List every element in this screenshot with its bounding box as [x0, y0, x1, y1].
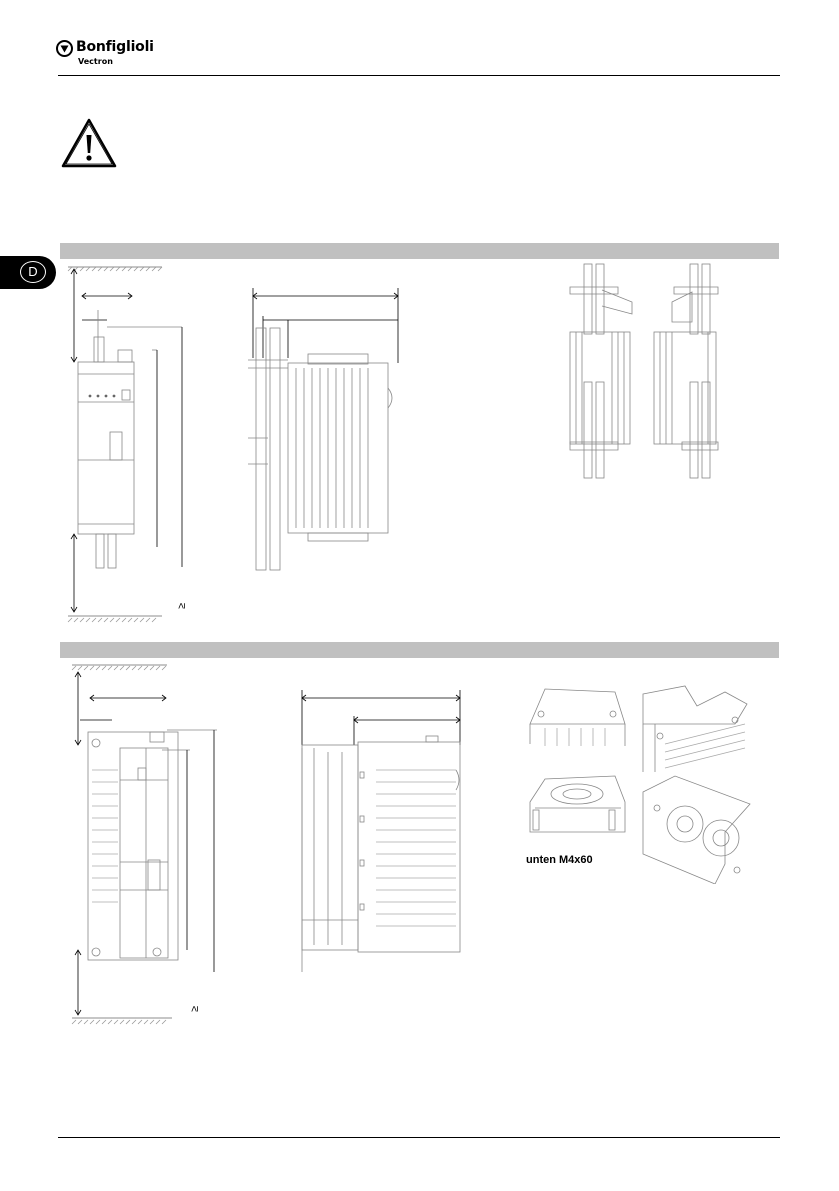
brand-name: Bonfiglioli [76, 39, 154, 55]
min-distance-symbol: ≥ [189, 1005, 201, 1012]
side-view-drawing-1 [248, 288, 408, 573]
footer-rule [58, 1137, 780, 1138]
mounting-bracket-drawing-1 [562, 262, 732, 484]
bonfiglioli-logo-icon [56, 40, 73, 57]
front-view-drawing-2 [62, 660, 222, 1030]
screw-spec-label: unten M4x60 [526, 854, 593, 866]
language-tab-label: D [20, 261, 46, 283]
section-bar-1 [60, 243, 779, 259]
front-view-drawing-1 [62, 262, 197, 627]
language-tab [0, 256, 56, 289]
min-distance-symbol: ≥ [176, 602, 188, 609]
section-bar-2 [60, 642, 779, 658]
header-rule [58, 75, 780, 76]
brand-subtitle: Vectron [78, 57, 113, 66]
side-view-drawing-2 [298, 690, 468, 975]
warning-triangle-icon [61, 118, 117, 168]
